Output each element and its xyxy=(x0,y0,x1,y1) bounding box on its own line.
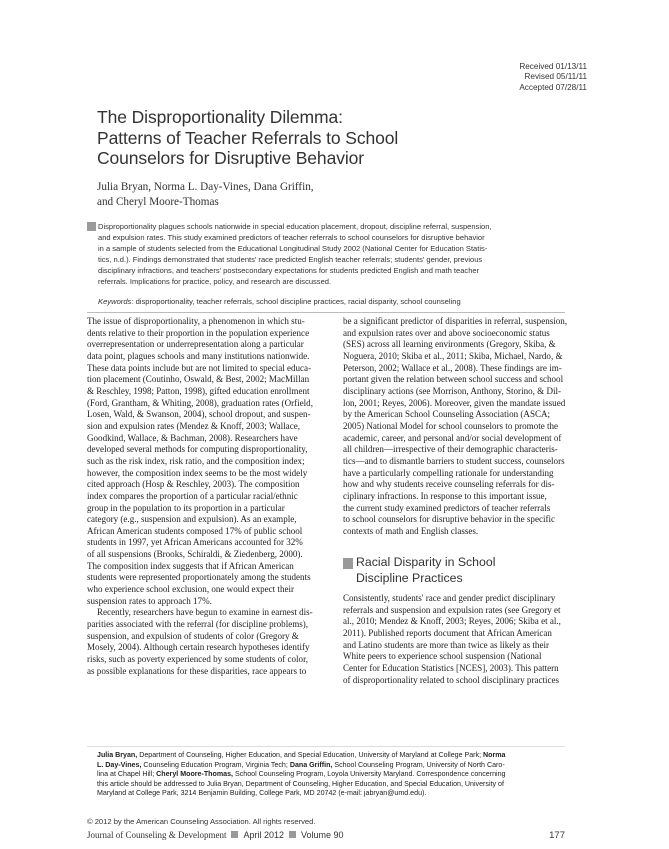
body-text-line: how and why students receive counseling referrals for dis- xyxy=(343,479,555,490)
footnote-author-name: L. Day-Vines, xyxy=(97,760,142,769)
body-text-line: of disproportionality related to school disciplinary practices xyxy=(343,674,560,685)
body-column-right-continued xyxy=(343,593,565,686)
body-text-line: index compares the proportion of a particular racial/ethnic xyxy=(87,490,298,501)
footnote-line: Maryland at College Park, 3214 Benjamin Building, College Park, MD 20742 (e-mail: jabryan@umd.edu). xyxy=(97,789,427,798)
footnote-line: Julia Bryan, Department of Counseling, Higher Education, and Special Education, University of Maryland at College Park; Norma xyxy=(97,751,506,759)
body-text-line: students in 1997, yet African Americans accounted for 32% xyxy=(87,537,303,548)
body-text-line: by the American School Counseling Association (ASCA; xyxy=(343,409,551,420)
body-text-line: contexts of math and English classes. xyxy=(343,525,479,536)
body-text-line: 2011). Published reports document that African American xyxy=(343,627,552,638)
body-text-line: however, the composition index seems to be the most widely xyxy=(87,467,308,478)
body-text-line: referrals and suspension and expulsion rates (see Gregory et xyxy=(343,604,561,615)
body-text-line: the current study examined predictors of teacher referrals xyxy=(343,502,551,513)
body-text-line: (Ford, Grantham, & Whiting, 2008), graduation rates (Orfield, xyxy=(87,397,313,408)
abstract-line: Disproportionality plagues schools nationwide in special education placement, dropout, discipline referral, suspension, xyxy=(98,222,492,231)
body-text-line: suspension, and expulsion of students of color (Gregory & xyxy=(87,630,299,641)
body-text-line: be a significant predictor of disparities in referral, suspension, xyxy=(343,316,568,326)
keywords-text: disproportionality, teacher referrals, school discipline practices, racial disparity, school counseling xyxy=(133,297,461,306)
title-line: The Disproportionality Dilemma: xyxy=(97,107,343,127)
journal-volume: Volume 90 xyxy=(301,830,344,840)
body-text-line: tion placement (Coutinho, Oswald, & Best, 2002; MacMillan xyxy=(87,374,310,385)
abstract-line: disciplinary infractions, and teachers' postsecondary expectations for students predicted English and math teacher xyxy=(98,266,480,276)
body-text-line: African American students composed 17% of public school xyxy=(87,525,303,536)
section-marker-icon xyxy=(343,558,353,569)
abstract-marker-icon xyxy=(87,222,96,231)
journal-name: Journal of Counseling & Development xyxy=(87,830,227,840)
author-footnote xyxy=(87,746,565,799)
abstract-divider xyxy=(87,312,565,313)
body-text-line: all children—irrespective of their demographic characteris- xyxy=(343,444,558,455)
footnote-author-name: Julia Bryan, xyxy=(97,751,138,759)
abstract-line: referrals. Implications for practice, policy, and research are discussed. xyxy=(98,277,332,287)
author-line: Julia Bryan, Norma L. Day-Vines, Dana Griffin, xyxy=(97,181,314,193)
section-title-line: Racial Disparity in School xyxy=(356,555,496,569)
body-text-line: These data points include but are not limited to special educa- xyxy=(87,362,312,373)
title-line: Counselors for Disruptive Behavior xyxy=(97,148,364,168)
section-title-line: Discipline Practices xyxy=(356,570,463,585)
footnote-line: lina at Chapel Hill; Cheryl Moore-Thomas, School Counseling Program, Loyola University Maryland. Correspondence concerning xyxy=(97,770,506,779)
body-text-line: Noguera, 2010; Skiba et al., 2011; Skiba, Michael, Nardo, & xyxy=(343,350,563,361)
body-column-right xyxy=(343,316,568,537)
body-text-line: al., 2010; Mendez & Knoff, 2003; Reyes, 2006; Skiba et al., xyxy=(343,616,561,627)
body-text-line: The issue of disproportionality, a phenomenon in which stu- xyxy=(87,316,305,326)
body-text-line: portant given the relation between school success and school xyxy=(343,374,564,385)
body-text-line: students were represented proportionately among the students xyxy=(87,572,311,583)
article-history xyxy=(519,62,587,93)
body-text-line: of all suspensions (Brooks, Schiraldi, & Ziedenberg, 2000). xyxy=(87,549,303,560)
page-number: 177 xyxy=(549,830,565,841)
footnote-line: this article should be addressed to Julia Bryan, Department of Counseling, Higher Education, and Special Education, University of xyxy=(97,779,504,788)
body-text-line: White peers to experience school suspension (National xyxy=(343,651,542,662)
journal-footer xyxy=(87,830,344,840)
body-text-line: to school counselors for disruptive behavior in the specific xyxy=(343,514,556,525)
body-text-line: developed several methods for computing disproportionality, xyxy=(87,444,308,455)
body-text-line: who experience school exclusion, one would expect their xyxy=(87,584,295,595)
body-text-line: such as the risk index, risk ratio, and the composition index; xyxy=(87,455,305,466)
author-line: and Cheryl Moore-Thomas xyxy=(97,196,219,208)
body-text-line: disciplinary actions (see Morrison, Anthony, Storino, & Dil- xyxy=(343,385,562,396)
body-text-line: ciplinary infractions. In response to this important issue, xyxy=(343,490,547,501)
article-title xyxy=(97,107,537,169)
separator-square-icon xyxy=(231,831,238,838)
body-text-line: lon, 2001; Reyes, 2006). Moreover, given the mandate issued xyxy=(343,397,566,408)
body-text-line: and expulsion rates over and above socioeconomic status xyxy=(343,327,550,338)
body-text-line: parities associated with the referral (for discipline problems), xyxy=(87,619,309,630)
body-text-line: category (e.g., suspension and expulsion). As an example, xyxy=(87,514,297,525)
author-list xyxy=(97,180,497,210)
body-text-line: The composition index suggests that if African American xyxy=(87,560,294,571)
footnote-author-name: Norma xyxy=(483,751,506,759)
abstract-text xyxy=(98,221,570,288)
abstract xyxy=(87,222,565,310)
journal-issue: April 2012 xyxy=(243,830,285,840)
body-text-line: suspension rates to approach 17%. xyxy=(87,595,212,606)
body-text-line: as possible explanations for these disparities, race appears to xyxy=(87,665,307,676)
body-text-line: have a particularly compelling rationale for understanding xyxy=(343,467,554,478)
body-text-line: Consistently, students' race and gender predict disciplinary xyxy=(343,593,556,603)
keywords-label: Keywords: xyxy=(98,297,134,306)
keywords xyxy=(98,296,461,307)
body-text-line: sion and expulsion rates (Mendez & Knoff, 2003; Wallace, xyxy=(87,420,300,431)
body-text-line: academic, career, and personal and/or social development of xyxy=(343,432,562,443)
body-text-line: Losen, Wald, & Swanson, 2004), school dropout, and suspen- xyxy=(87,409,311,420)
footnote-author-name: Dana Griffin, xyxy=(289,760,333,769)
body-text-line: and Latino students are more than twice as likely as their xyxy=(343,639,550,650)
abstract-line: tics, n.d.). Findings demonstrated that students' race predicted English teacher referrals; students' gender, previous xyxy=(98,255,483,265)
body-text-line: risks, such as poverty experienced by some students of color, xyxy=(87,654,308,665)
separator-square-icon xyxy=(289,831,296,838)
body-text-line: Goodkind, Wallace, & Bachman, 2008). Researchers have xyxy=(87,432,298,443)
received-date: Received 01/13/11 xyxy=(519,62,587,71)
body-text-line: (SES) across all learning environments (Gregory, Skiba, & xyxy=(343,339,556,350)
section-title xyxy=(356,555,495,586)
body-text-line: data point, plagues schools and many institutions nationwide. xyxy=(87,350,310,361)
copyright-notice: © 2012 by the American Counseling Association. All rights reserved. xyxy=(87,817,316,826)
body-text-line: Peterson, 2002; Wallace et al., 2008). These findings are im- xyxy=(343,362,562,373)
revised-date: Revised 05/11/11 xyxy=(524,72,587,82)
body-text-line: & Reschley, 1998; Patton, 1998), gifted education enrollment xyxy=(87,385,310,396)
footnote-author-name: Cheryl Moore-Thomas, xyxy=(156,770,234,779)
body-text-line: Recently, researchers have begun to examine in earnest dis- xyxy=(97,607,313,618)
body-text-line: group in the population to its proportion in a particular xyxy=(87,502,285,513)
body-column-left xyxy=(87,316,317,677)
abstract-line: and expulsion rates. This study examined predictors of teacher referrals to school counselors for disruptive behavior xyxy=(98,233,485,243)
footnote-line: L. Day-Vines, Counseling Education Program, Virginia Tech; Dana Griffin, School Counseling Program, University of North Caro- xyxy=(97,760,505,769)
body-text-line: Mosely, 2004). Although certain research hypotheses identify xyxy=(87,642,310,653)
body-text-line: overrepresentation or underrepresentation along a particular xyxy=(87,339,304,350)
body-text-line: 2005) National Model for school counselors to promote the xyxy=(343,420,559,431)
body-text-line: Center for Education Statistics [NCES], 2003). This pattern xyxy=(343,662,559,673)
accepted-date: Accepted 07/28/11 xyxy=(519,82,587,92)
body-text-line: dents relative to their proportion in the population experience xyxy=(87,327,310,338)
abstract-line: in a sample of students selected from the Educational Longitudinal Study 2002 (National Center for Education Statis- xyxy=(98,244,488,254)
title-line: Patterns of Teacher Referrals to School xyxy=(97,127,399,148)
body-text-line: cited approach (Hosp & Reschley, 2003). The composition xyxy=(87,479,300,490)
body-text-line: tics—and to dismantle barriers to student success, counselors xyxy=(343,455,565,466)
